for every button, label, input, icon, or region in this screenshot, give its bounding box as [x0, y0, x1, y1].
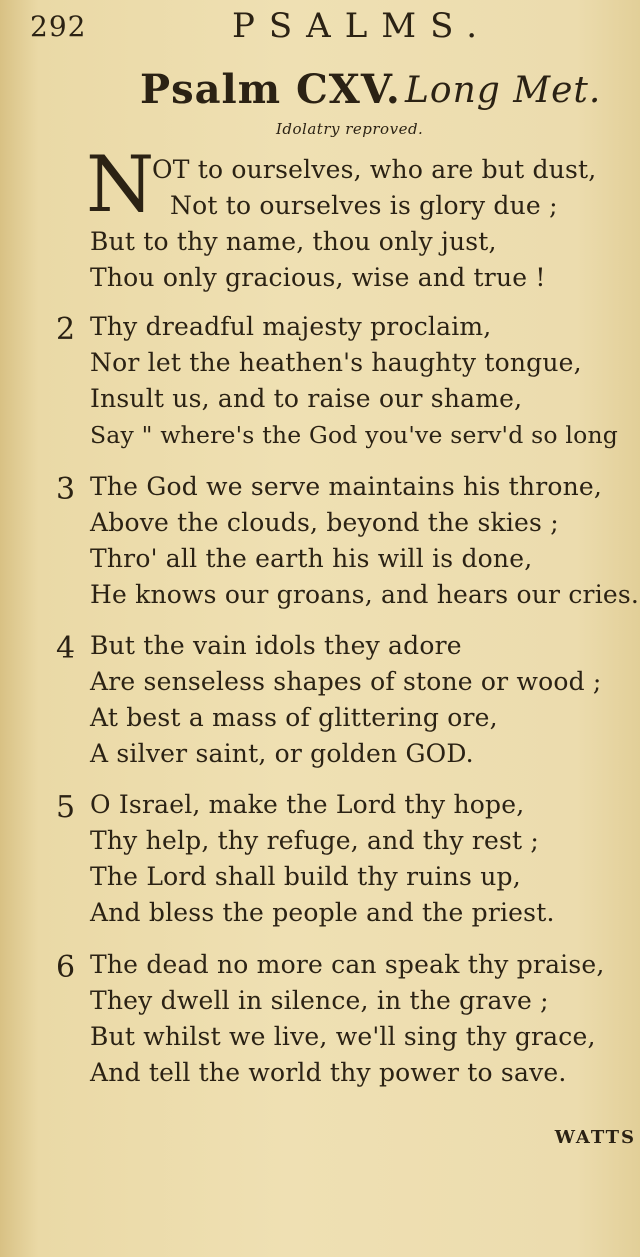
stanza-number: 4 — [56, 631, 76, 666]
verse-line: He knows our groans, and hears our cries. — [90, 580, 640, 609]
verse-line: But whilst we live, we'll sing thy grace, — [90, 1022, 596, 1051]
verse-line: A silver saint, or golden GOD. — [90, 739, 474, 768]
drop-cap: N — [86, 140, 155, 230]
verse-line: And tell the world thy power to save. — [90, 1058, 567, 1087]
page-number: 292 — [30, 10, 87, 43]
verse-line: The Lord shall build thy ruins up, — [90, 862, 521, 891]
verse-line: Thro' all the earth his will is done, — [90, 544, 533, 573]
psalm-number: Psalm CXV. — [140, 66, 401, 113]
stanza-number: 3 — [56, 472, 76, 507]
verse-line: Not to ourselves is glory due ; — [170, 191, 558, 220]
verse-line: But the vain idols they adore — [90, 631, 462, 660]
verse-line: Thy help, thy refuge, and thy rest ; — [90, 826, 540, 855]
verse-line: And bless the people and the priest. — [90, 898, 555, 927]
psalm-meter: Long Met. — [405, 70, 602, 111]
verse-line: At best a mass of glittering ore, — [90, 703, 498, 732]
verse-line: Thy dreadful majesty proclaim, — [90, 312, 492, 341]
psalm-subtitle: Idolatry reproved. — [276, 120, 424, 138]
verse-line: Above the clouds, beyond the skies ; — [90, 508, 559, 537]
verse-line: The dead no more can speak thy praise, — [90, 950, 605, 979]
verse-line: Say " where's the God you've serv'd so long — [90, 421, 619, 449]
stanza-number: 5 — [56, 790, 76, 825]
verse-line: But to thy name, thou only just, — [90, 227, 497, 256]
verse-line: They dwell in silence, in the grave ; — [90, 986, 549, 1015]
verse-line: Are senseless shapes of stone or wood ; — [90, 667, 602, 696]
verse-line: OT to ourselves, who are but dust, — [152, 155, 597, 184]
verse-line: Thou only gracious, wise and true ! — [90, 263, 546, 292]
running-title: PSALMS. — [232, 6, 492, 46]
psalm-heading — [140, 66, 610, 116]
verse-line: O Israel, make the Lord thy hope, — [90, 790, 525, 819]
verse-line: Nor let the heathen's haughty tongue, — [90, 348, 582, 377]
stanza-number: 2 — [56, 312, 76, 347]
verse-line: The God we serve maintains his throne, — [90, 472, 603, 501]
verse-line: Insult us, and to raise our shame, — [90, 384, 523, 413]
stanza-number: 6 — [56, 950, 76, 985]
running-head — [0, 6, 640, 50]
attribution: WATTS — [554, 1127, 636, 1148]
